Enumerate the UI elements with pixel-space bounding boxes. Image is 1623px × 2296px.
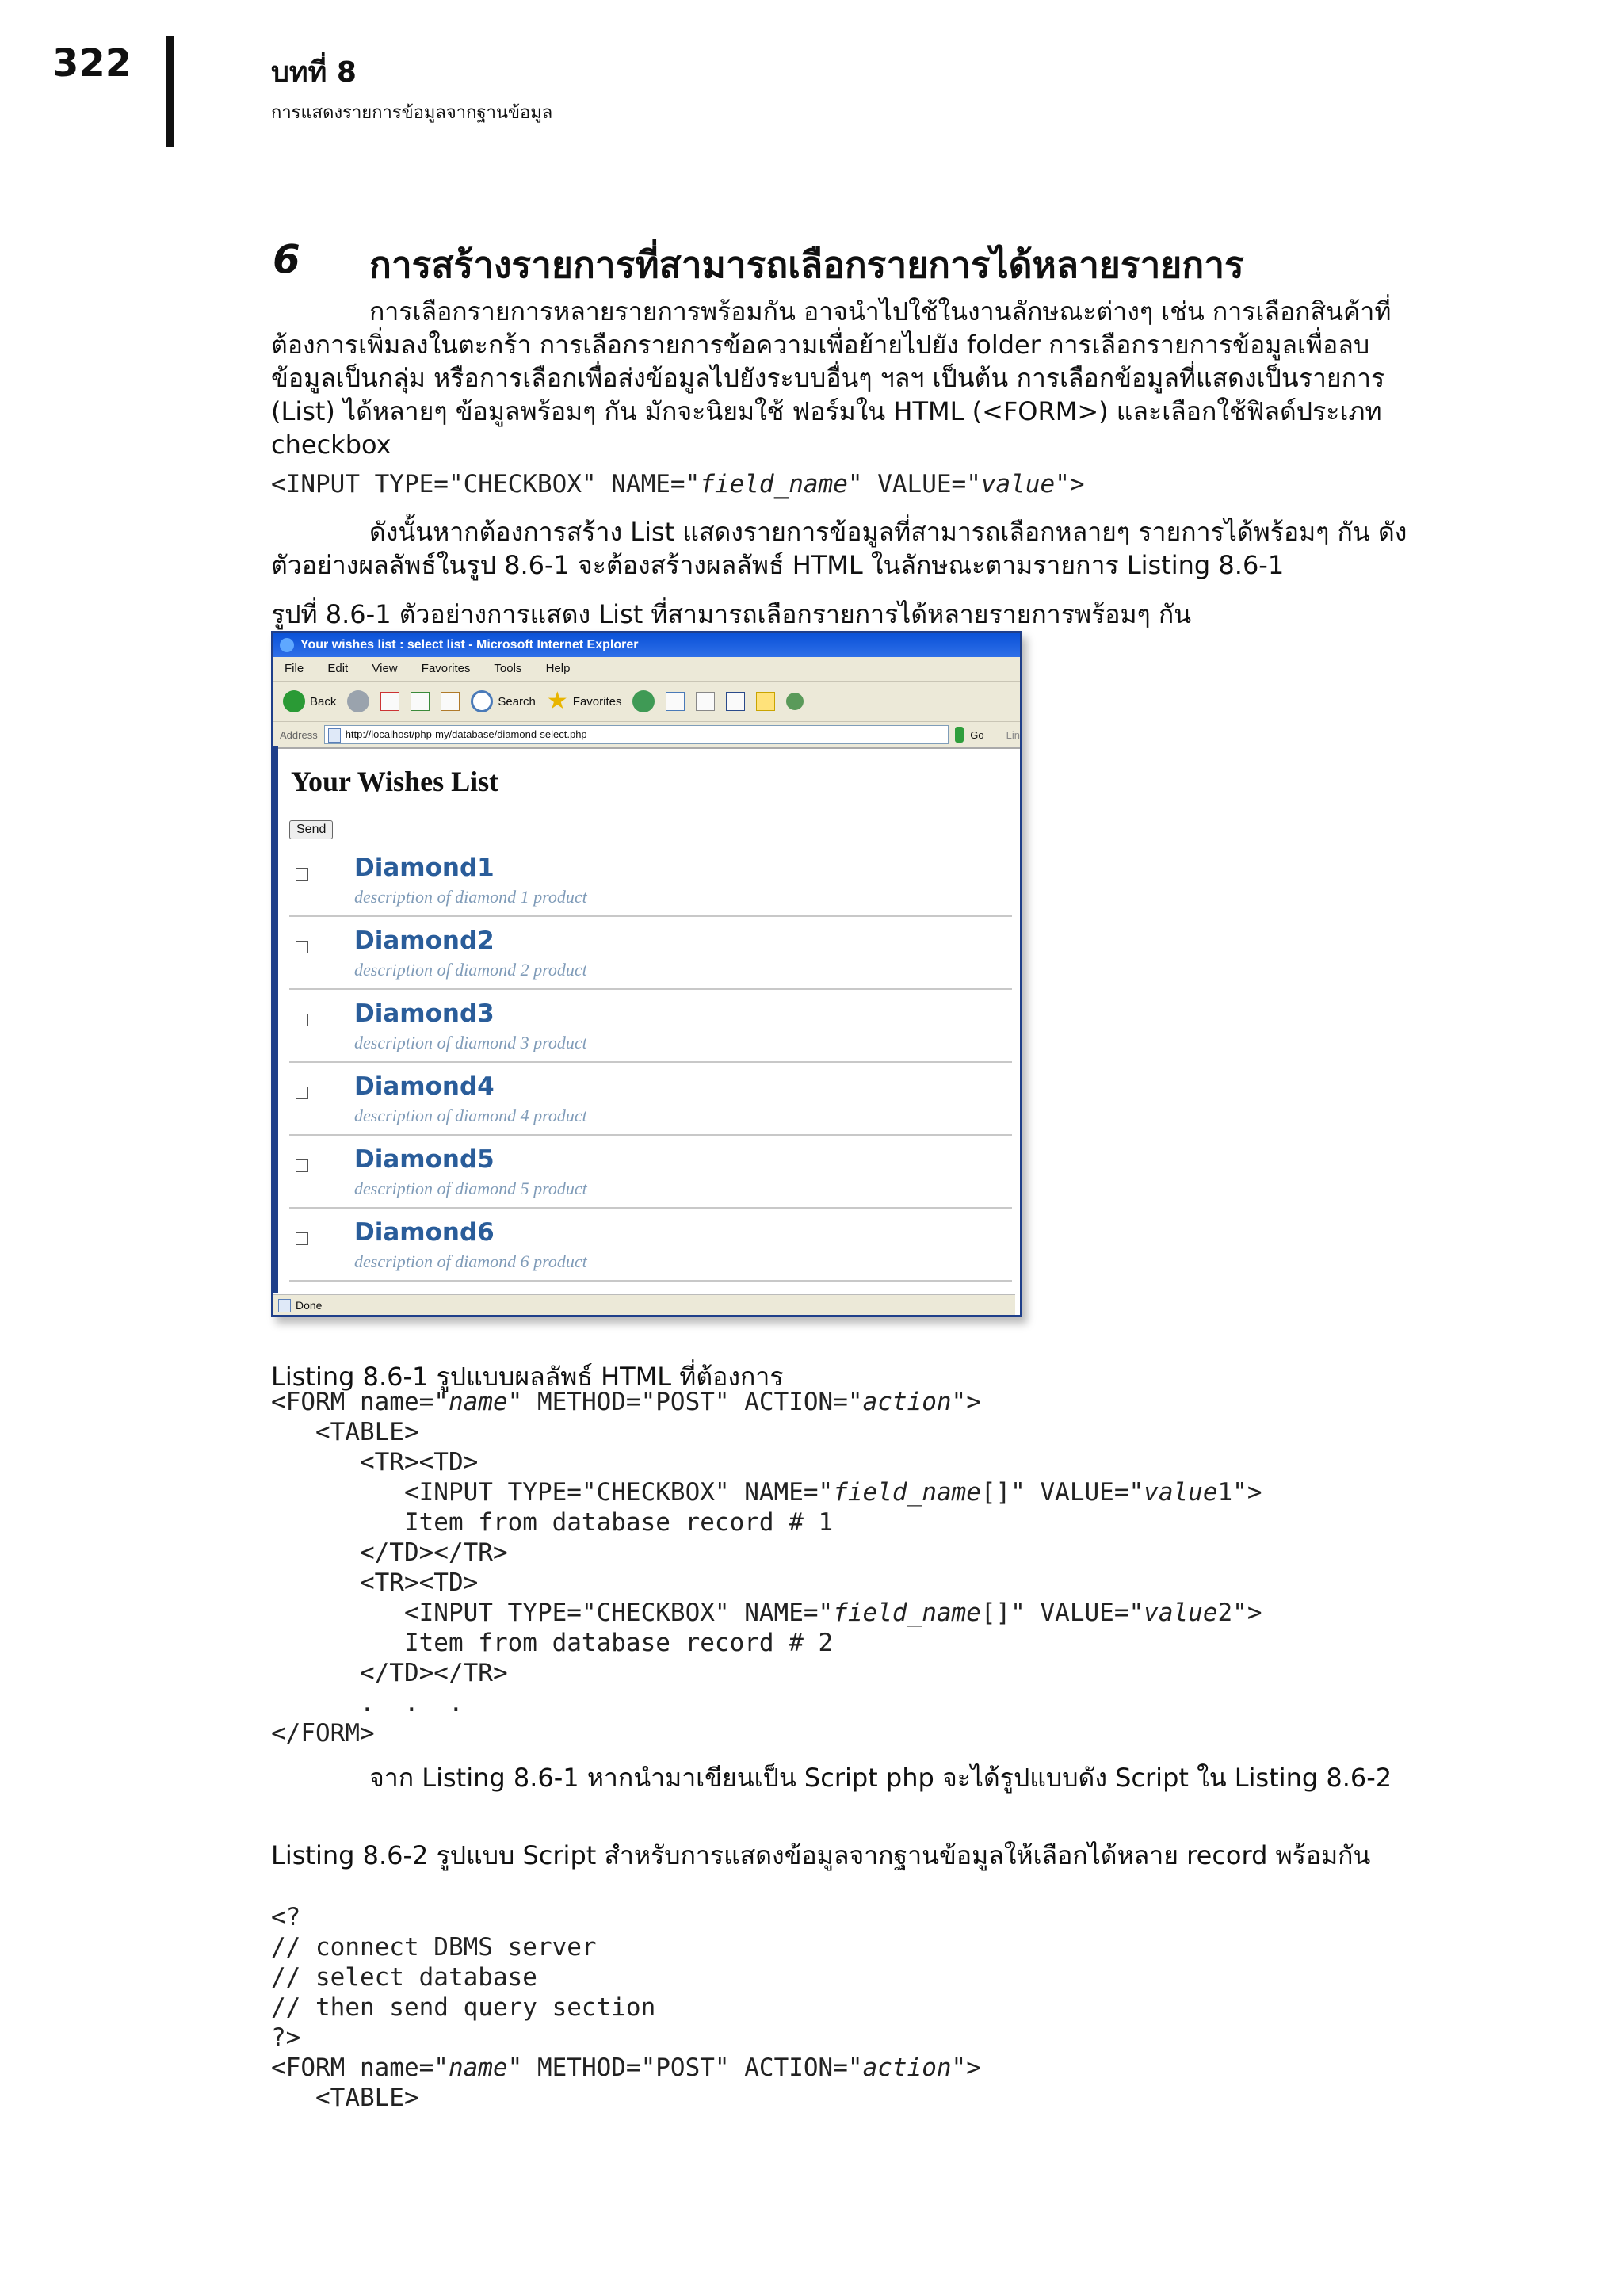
paragraph-listing-transition: จาก Listing 8.6-1 หากนำมาเขียนเป็น Script php จะได้รูปแบบดัง Script ใน Listing 8.6-2 — [369, 1763, 1392, 1793]
item-checkbox[interactable] — [296, 1014, 308, 1026]
listing1-caption: Listing 8.6-1 รูปแบบผลลัพธ์ HTML ที่ต้องการ — [271, 1362, 784, 1392]
header-divider — [166, 36, 174, 147]
item-description: description of diamond 1 product — [354, 887, 587, 907]
search-label: Search — [498, 694, 536, 709]
item-checkbox[interactable] — [296, 1159, 308, 1172]
refresh-icon[interactable] — [411, 692, 430, 711]
status-bar — [273, 1294, 1015, 1315]
list-item — [289, 1134, 1012, 1209]
item-name: Diamond4 — [354, 1072, 495, 1101]
list-item — [289, 1061, 1012, 1136]
item-name: Diamond3 — [354, 999, 495, 1028]
word-icon[interactable] — [726, 692, 745, 711]
chapter-subtitle: การแสดงรายการข้อมูลจากฐานข้อมูล — [271, 103, 553, 123]
browser-screenshot — [271, 631, 1022, 1317]
section-title: การสร้างรายการที่สามารถเลือกรายการได้หลายรายการ — [369, 243, 1244, 286]
window-title: Your wishes list : select list - Microsoft Internet Explorer — [300, 638, 639, 651]
listing1-code — [271, 1387, 1262, 1748]
send-button[interactable]: Send — [289, 820, 333, 839]
item-name: Diamond1 — [354, 854, 495, 882]
item-checkbox[interactable] — [296, 1232, 308, 1245]
window-titlebar — [273, 633, 1020, 657]
item-description: description of diamond 5 product — [354, 1179, 587, 1198]
item-checkbox[interactable] — [296, 941, 308, 953]
search-button[interactable] — [471, 690, 536, 712]
page-number: 322 — [52, 41, 132, 86]
go-label[interactable]: Go — [970, 728, 984, 741]
back-label: Back — [310, 694, 337, 709]
item-description: description of diamond 3 product — [354, 1033, 587, 1052]
status-text: Done — [296, 1299, 323, 1312]
code-line: <FORM name="name" METHOD="POST" ACTION="action"> — [271, 1388, 981, 1416]
item-name: Diamond2 — [354, 926, 495, 955]
menu-bar — [273, 657, 1020, 682]
list-item — [289, 988, 1012, 1063]
code-line: Item from database record # 2 — [271, 1629, 834, 1657]
code-line: ?> — [271, 2023, 301, 2052]
wishes-title: Your Wishes List — [291, 766, 499, 797]
go-arrow-icon[interactable] — [955, 727, 964, 743]
item-description: description of diamond 6 product — [354, 1251, 587, 1271]
item-description: description of diamond 2 product — [354, 960, 587, 980]
menu-help[interactable]: Help — [545, 662, 571, 675]
menu-edit[interactable]: Edit — [327, 662, 349, 675]
history-icon[interactable] — [632, 690, 655, 712]
page-content — [273, 746, 1015, 1293]
menu-view[interactable]: View — [372, 662, 398, 675]
home-icon[interactable] — [441, 692, 460, 711]
code-input-line: <INPUT TYPE="CHECKBOX" NAME="field_name" VALUE="value"> — [271, 470, 1085, 499]
code-line: <INPUT TYPE="CHECKBOX" NAME="field_name[]" VALUE="value2"> — [271, 1599, 1262, 1627]
back-arrow-icon — [283, 690, 305, 712]
notes-icon[interactable] — [756, 692, 775, 711]
code-line: <? — [271, 1903, 301, 1931]
code-line: <FORM name="name" METHOD="POST" ACTION="action"> — [271, 2053, 981, 2082]
code-line: <INPUT TYPE="CHECKBOX" NAME="field_name[]" VALUE="value1"> — [271, 1478, 1262, 1507]
list-item — [289, 842, 1012, 917]
code-line: // then send query section — [271, 1993, 656, 2022]
item-name: Diamond5 — [354, 1145, 495, 1174]
address-label: Address — [280, 728, 318, 741]
back-button[interactable] — [283, 690, 336, 712]
item-name: Diamond6 — [354, 1218, 495, 1247]
favorites-label: Favorites — [572, 694, 622, 709]
print-icon[interactable] — [696, 692, 715, 711]
code-line: </FORM> — [271, 1719, 375, 1748]
item-checkbox[interactable] — [296, 1087, 308, 1099]
section-number: 6 — [273, 236, 300, 282]
code-line: <TR><TD> — [271, 1448, 479, 1477]
mail-icon[interactable] — [666, 692, 685, 711]
code-line: Item from database record # 1 — [271, 1508, 834, 1537]
page-icon — [328, 728, 341, 743]
code-line: <TABLE> — [271, 2084, 419, 2112]
toolbar — [273, 682, 1020, 722]
list-item — [289, 915, 1012, 990]
page-icon — [278, 1299, 291, 1312]
menu-favorites[interactable]: Favorites — [421, 662, 471, 675]
code-line: </TD></TR> — [271, 1538, 508, 1567]
links-label[interactable]: Lin — [1006, 728, 1020, 741]
chapter-title: บทที่ 8 — [271, 56, 357, 89]
code-line: // connect DBMS server — [271, 1933, 597, 1962]
address-url: http://localhost/php-my/database/diamond-select.php — [345, 728, 587, 740]
stop-icon[interactable] — [380, 692, 399, 711]
star-icon: ★ — [546, 688, 568, 714]
address-input[interactable] — [324, 725, 949, 744]
listing2-caption: Listing 8.6-2 รูปแบบ Script สำหรับการแสดงข้อมูลจากฐานข้อมูลให้เลือกได้หลาย record พร้อมกัน — [271, 1840, 1371, 1870]
item-checkbox[interactable] — [296, 868, 308, 881]
messenger-icon[interactable] — [786, 693, 804, 710]
paragraph-intro: การเลือกรายการหลายรายการพร้อมกัน อาจนำไปใช้ในงานลักษณะต่างๆ เช่น การเลือกสินค้าที่ต้องการเพิ่มลงในตะกร้า การเลือกรายการข้อความเพื่อย้ายไปยัง folder การเลือกรายการข้อมูลเพื่อลบข้อมูลเป็นกลุ่ม หรือการเลือกเพื่อส่งข้อมูลไปยังระบบอื่นๆ ฯลฯ เป็นต้น การเลือกข้อมูลที่แสดงเป็นรายการ (List) ได้หลายๆ ข้อมูลพร้อมๆ กัน มักจะนิยมใช้ ฟอร์มใน HTML (<FORM>) และเลือกใช้ฟิลด์ประเภท checkbox — [271, 296, 1392, 460]
code-line: <TR><TD> — [271, 1568, 479, 1597]
forward-arrow-icon[interactable] — [347, 690, 369, 712]
code-line: . . . — [271, 1689, 464, 1717]
paragraph-list-explanation: ดังนั้นหากต้องการสร้าง List แสดงรายการข้อมูลที่สามารถเลือกหลายๆ รายการได้พร้อมๆ กัน ดังตัวอย่างผลลัพธ์ในรูป 8.6-1 จะต้องสร้างผลลัพธ์ HTML ในลักษณะตามรายการ Listing 8.6-1 — [271, 517, 1407, 580]
code-line: <TABLE> — [271, 1418, 419, 1446]
list-item — [289, 1207, 1012, 1282]
figure-caption: รูปที่ 8.6-1 ตัวอย่างการแสดง List ที่สามารถเลือกรายการได้หลายรายการพร้อมๆ กัน — [271, 599, 1192, 629]
ie-icon — [280, 638, 294, 652]
search-icon — [471, 690, 493, 712]
favorites-button[interactable] — [547, 690, 622, 713]
code-line: </TD></TR> — [271, 1659, 508, 1687]
menu-tools[interactable]: Tools — [494, 662, 522, 675]
address-bar — [273, 722, 1020, 749]
code-line: // select database — [271, 1963, 537, 1992]
listing2-code — [271, 1902, 981, 2113]
item-description: description of diamond 4 product — [354, 1106, 587, 1125]
menu-file[interactable]: File — [285, 662, 304, 675]
